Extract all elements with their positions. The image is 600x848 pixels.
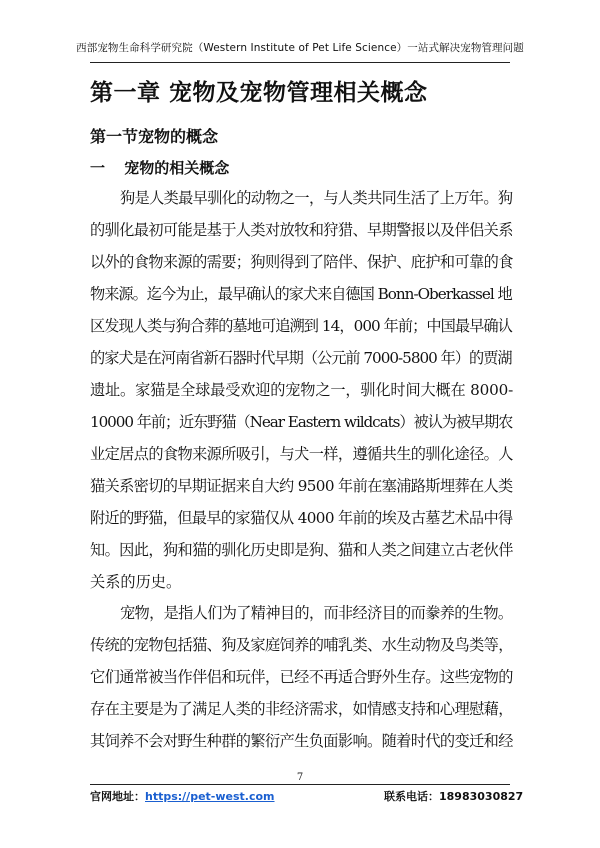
phone-number: 18983030827 [439, 790, 524, 803]
footer-divider [90, 784, 510, 785]
website-label: 官网地址： [90, 790, 145, 803]
paragraph-line: 业定居点的食物来源所吸引，与犬一样，遵循共生的驯化途径。人 [90, 445, 513, 463]
paragraph-line: 物来源。迄今为止，最早确认的家犬来自德国 Bonn-Oberkassel 地 [90, 285, 512, 303]
paragraph-line: 的驯化最初可能是基于人类对放牧和狩猎、早期警报以及伴侣关系 [90, 221, 513, 239]
page-number: 7 [296, 772, 304, 783]
paragraph-line: 关系的历史。 [90, 573, 182, 591]
chapter-title: 第一章 宠物及宠物管理相关概念 [90, 80, 428, 106]
paragraph-line: 传统的宠物包括猫、狗及家庭饲养的哺乳类、水生动物及鸟类等， [90, 636, 513, 654]
website-link[interactable]: https://pet-west.com [145, 790, 275, 803]
section-title: 第一节宠物的概念 [90, 127, 219, 146]
footer-phone [384, 788, 523, 804]
header-divider [90, 62, 510, 63]
paragraph-line: 附近的野猫，但最早的家猫仅从 4000 年前的埃及古墓艺术品中得 [90, 509, 513, 527]
paragraph-line: 知。因此，狗和猫的驯化历史即是狗、猫和人类之间建立古老伙伴 [90, 541, 513, 559]
footer-website [90, 788, 275, 804]
paragraph-line: 的家犬是在河南省新石器时代早期（公元前 7000-5800 年）的贾湖 [90, 349, 512, 367]
paragraph-line: 10000 年前；近东野猫（Near Eastern wildcats）被认为被早期农 [90, 413, 513, 431]
paragraph-line: 猫关系密切的早期证据来自大约 9500 年前在塞浦路斯埋葬在人类 [90, 477, 513, 495]
subsection-title: 一 宠物的相关概念 [90, 159, 230, 177]
paragraph-line: 存在主要是为了满足人类的非经济需求，如情感支持和心理慰藉， [90, 700, 513, 718]
phone-label: 联系电话： [384, 790, 439, 803]
paragraph-line: 区发现人类与狗合葬的墓地可追溯到 14，000 年前；中国最早确认 [90, 317, 512, 335]
paragraph-line: 狗是人类最早驯化的动物之一，与人类共同生活了上万年。狗 [120, 189, 513, 207]
paragraph-line: 遗址。家猫是全球最受欢迎的宠物之一，驯化时间大概在 8000- [90, 381, 514, 399]
paragraph-line: 宠物，是指人们为了精神目的，而非经济目的而豢养的生物。 [120, 604, 513, 622]
paragraph-line: 以外的食物来源的需要；狗则得到了陪伴、保护、庇护和可靠的食 [90, 253, 513, 271]
paragraph-line: 其饲养不会对野生种群的繁衍产生负面影响。随着时代的变迁和经 [90, 732, 513, 750]
running-header: 西部宠物生命科学研究院（Western Institute of Pet Life Science）一站式解决宠物管理问题 [76, 42, 524, 54]
paragraph-line: 它们通常被当作伴侣和玩伴，已经不再适合野外生存。这些宠物的 [90, 668, 513, 686]
